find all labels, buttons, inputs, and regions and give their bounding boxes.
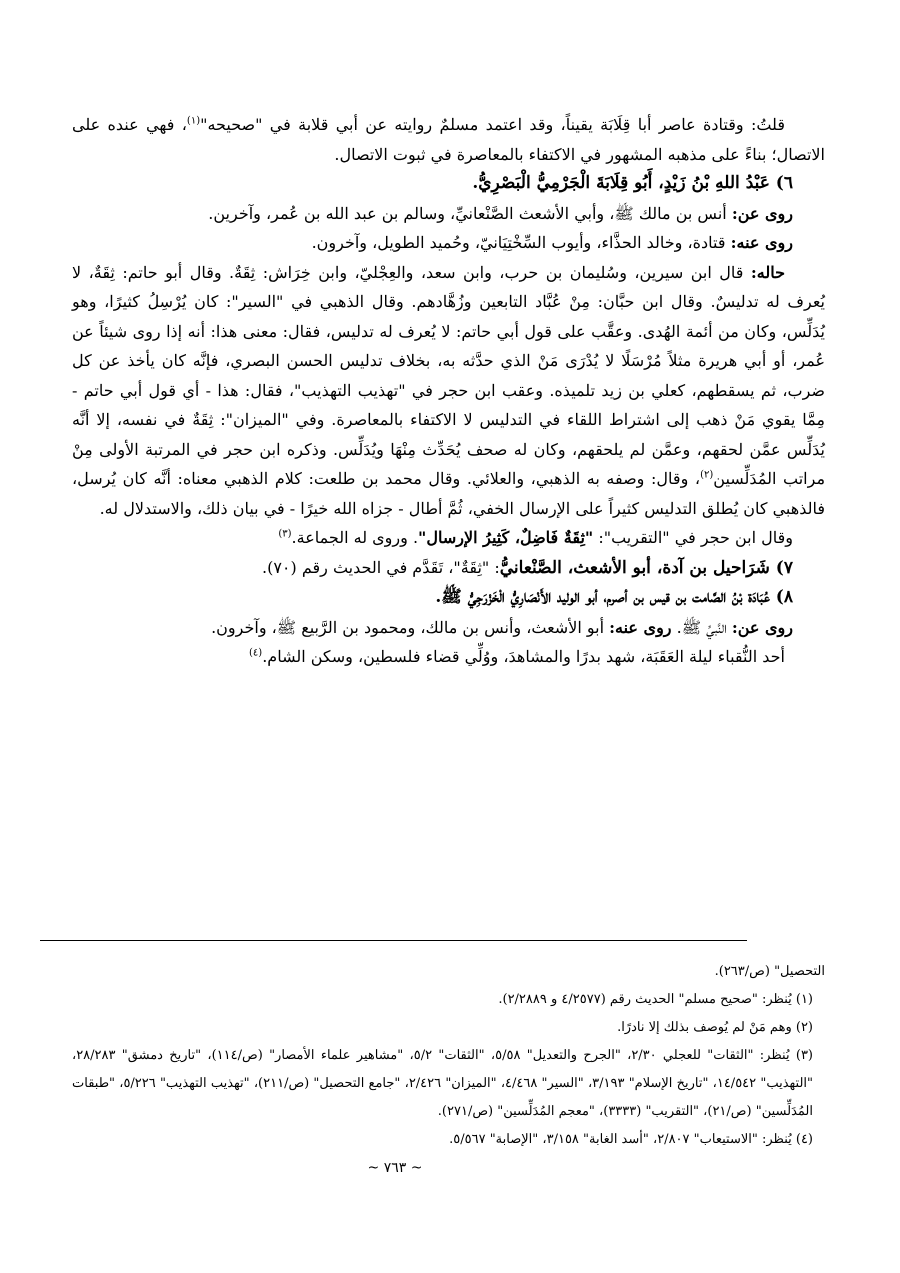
closing-line xyxy=(72,642,825,672)
footnote-ref-4[interactable]: (٤) xyxy=(249,647,263,659)
text: . وروى له الجماعة. xyxy=(291,528,419,547)
narrator-heading-7 xyxy=(72,553,825,584)
narrated-from-by-8 xyxy=(72,613,825,643)
text: النَّبيِّ ﷺ. xyxy=(671,617,732,637)
footnote-divider xyxy=(40,940,747,941)
paragraph-qultu xyxy=(72,110,825,169)
text: أحد النُّقباء ليلة العَقَبَة، شهد بدرًا والمشاهدَ، ووُلِّي قضاء فلسطين، وسكن الشام. xyxy=(262,647,785,666)
label: روى عن: xyxy=(731,203,793,223)
page-number: ~ ٧٦٣ ~ xyxy=(367,1160,423,1176)
taqrib-line xyxy=(72,523,825,553)
footnote-ref-1[interactable]: (١) xyxy=(186,115,201,127)
footnote-2: (٢) وهم مَنْ لم يُوصف بذلك إلا نادرًا. xyxy=(617,1020,813,1035)
label: روى عن: xyxy=(731,617,793,637)
paragraph-text: قلتُ: وقتادة عاصر أبا قِلَابَة يقيناً، وقد اعتمد مسلمٌ روايته عن أبي قلابة في "صحيحه" xyxy=(200,115,785,134)
narrator-heading-6: ٦) عَبْدُ اللهِ بْنُ زَيْدٍ، أَبُو قِلَابَةَ الْجَرْمِيُّ الْبَصْرِيُّ. xyxy=(472,173,793,193)
text: وقال ابن حجر في "التقريب": xyxy=(593,528,793,547)
footnotes xyxy=(72,958,825,1154)
footnote-continued: التحصيل" (ص/٢٦٣). xyxy=(714,964,825,979)
narrated-by xyxy=(72,228,825,258)
narrator-status xyxy=(72,258,825,524)
text: ، وقال: وصفه به الذهبي، والعلائي. وقال محمد بن طلعت: كلام الذهبي معناه: أنَّه كان يُرسل، فالذهبي كان يُطلق التدليس كثيراً على الإرسال الخفي، ثُمَّ أطال - جزاه الله خيرًا - في بيان ذلك، والاستدلال له. xyxy=(72,469,825,518)
label: روى عنه: xyxy=(609,617,672,637)
footnote-ref-3[interactable]: (٣) xyxy=(278,528,292,540)
text: أنس بن مالك ﷺ، وأبي الأشعث الصَّنْعانيِّ، وسالم بن عبد الله بن عُمر، وآخرين. xyxy=(208,203,732,223)
narrated-from xyxy=(72,199,825,229)
narrator-heading-8: ٨) عُبَادَة بْنُ الصَّامت بن قيس بن أصرم، أبو الوليد الأَنْصَارِيُّ الْخَزْرَجِيُّ ﷺ. xyxy=(435,587,793,607)
label: حاله: xyxy=(750,262,785,282)
text: قتادة، وخالد الحذَّاء، وأيوب السِّخْتِيَانيّ، وحُميد الطويل، وآخرون. xyxy=(311,233,731,252)
text: قال ابن سيرين، وسُليمان بن حرب، وابن سعد، والعِجْليّ، وابن خِرَاش: ثِقَةٌ. وقال أبو حاتم: ثِقَةٌ، لا يُعرف له تدليسٌ. وقال ابن حبَّان: مِنْ عُبَّاد التابعين وزُهَّادهم. وقال الذهبي في "السير": كان يُرْسِلُ كثيرًا، وهو يُدَلِّس، وكان من أئمة الهُدى. وعقَّب على قول أبي حاتم: لا يُعرف له تدليس، فقال: معنى هذا: أنه إذا روى شيئاً عن عُمر، أو أبي هريرة مثلاً مُرْسَلًا لا يُدْرَى مَنْ الذي حدَّثه به، بخلاف تدليس الحسن البصري، فإنَّه كان يأخذ عن كل ضرب، ثم يسقطهم، كعلي بن زيد تلميذه. وعقب ابن حجر في "تهذيب التهذيب"، فقال: هذا - أي قول أبي حاتم - مِمَّا يقوي مَنْ ذهب إلى اشتراط اللقاء في التدليس لا الاكتفاء بالمعاصرة. وفي "الميزان": ثِقَةٌ في نفسه، إلا أنَّه يُدَلِّس عمَّن لحقهم، وعمَّن لم يلحقهم، وكان له صحف يُحَدِّث مِنْهَا ويُدَلِّس. وذكره ابن حجر في المرتبة الأولى مِنْ مراتب المُدَلِّسين xyxy=(72,262,826,488)
footnote-ref-2[interactable]: (٢) xyxy=(700,469,714,481)
quote: "ثِقَةٌ فَاضِلٌ، كَثِيرُ الإرسال" xyxy=(418,528,594,547)
main-text xyxy=(72,110,825,672)
paragraph-text: ، فهي عنده على الاتصال؛ بناءً على مذهبه المشهور في الاكتفاء بالمعاصرة في ثبوت الاتصال. xyxy=(72,115,825,164)
text: أبو الأشعث، وأنس بن مالك، ومحمود بن الرَّبيع ﷺ، وآخرون. xyxy=(211,617,610,637)
footnote-3: (٣) يُنظر: "الثقات" للعجلي ٢/٣٠، "الجرح والتعديل" ٥/٥٨، "الثقات" ٥/٢، "مشاهير علماء الأمصار" (ص/١١٤)، "تاريخ دمشق" ٢٨/٢٨٣، "التهذيب" ١٤/٥٤٢، "تاريخ الإسلام" ٣/١٩٣، "السير" ٤/٤٦٨، "الميزان" ٢/٤٢٦، "جامع التحصيل" (ص/٢١١)، "تهذيب التهذيب" ٥/٢٢٦، "طبقات المُدَلِّسين" (ص/٢١)، "التقريب" (٣٣٣٣)، "معجم المُدَلِّسين" (ص/٢٧١). xyxy=(72,1048,813,1119)
text: : "ثِقَةٌ"، تَقَدَّم في الحديث رقم (٧٠). xyxy=(261,557,500,577)
footnote-1: (١) يُنظر: "صحيح مسلم" الحديث رقم (٤/٢٥٧٧ و ٢/٢٨٨٩). xyxy=(498,992,813,1007)
footnote-4: (٤) يُنظر: "الاستيعاب" ٢/٨٠٧، "أسد الغابة" ٣/١٥٨، "الإصابة" ٥/٥٦٧. xyxy=(449,1132,813,1147)
label: روى عنه: xyxy=(730,233,793,252)
narrator-name: ٧) شَرَاحيل بن آدة، أبو الأشعث، الصَّنْعانيُّ xyxy=(499,557,793,578)
